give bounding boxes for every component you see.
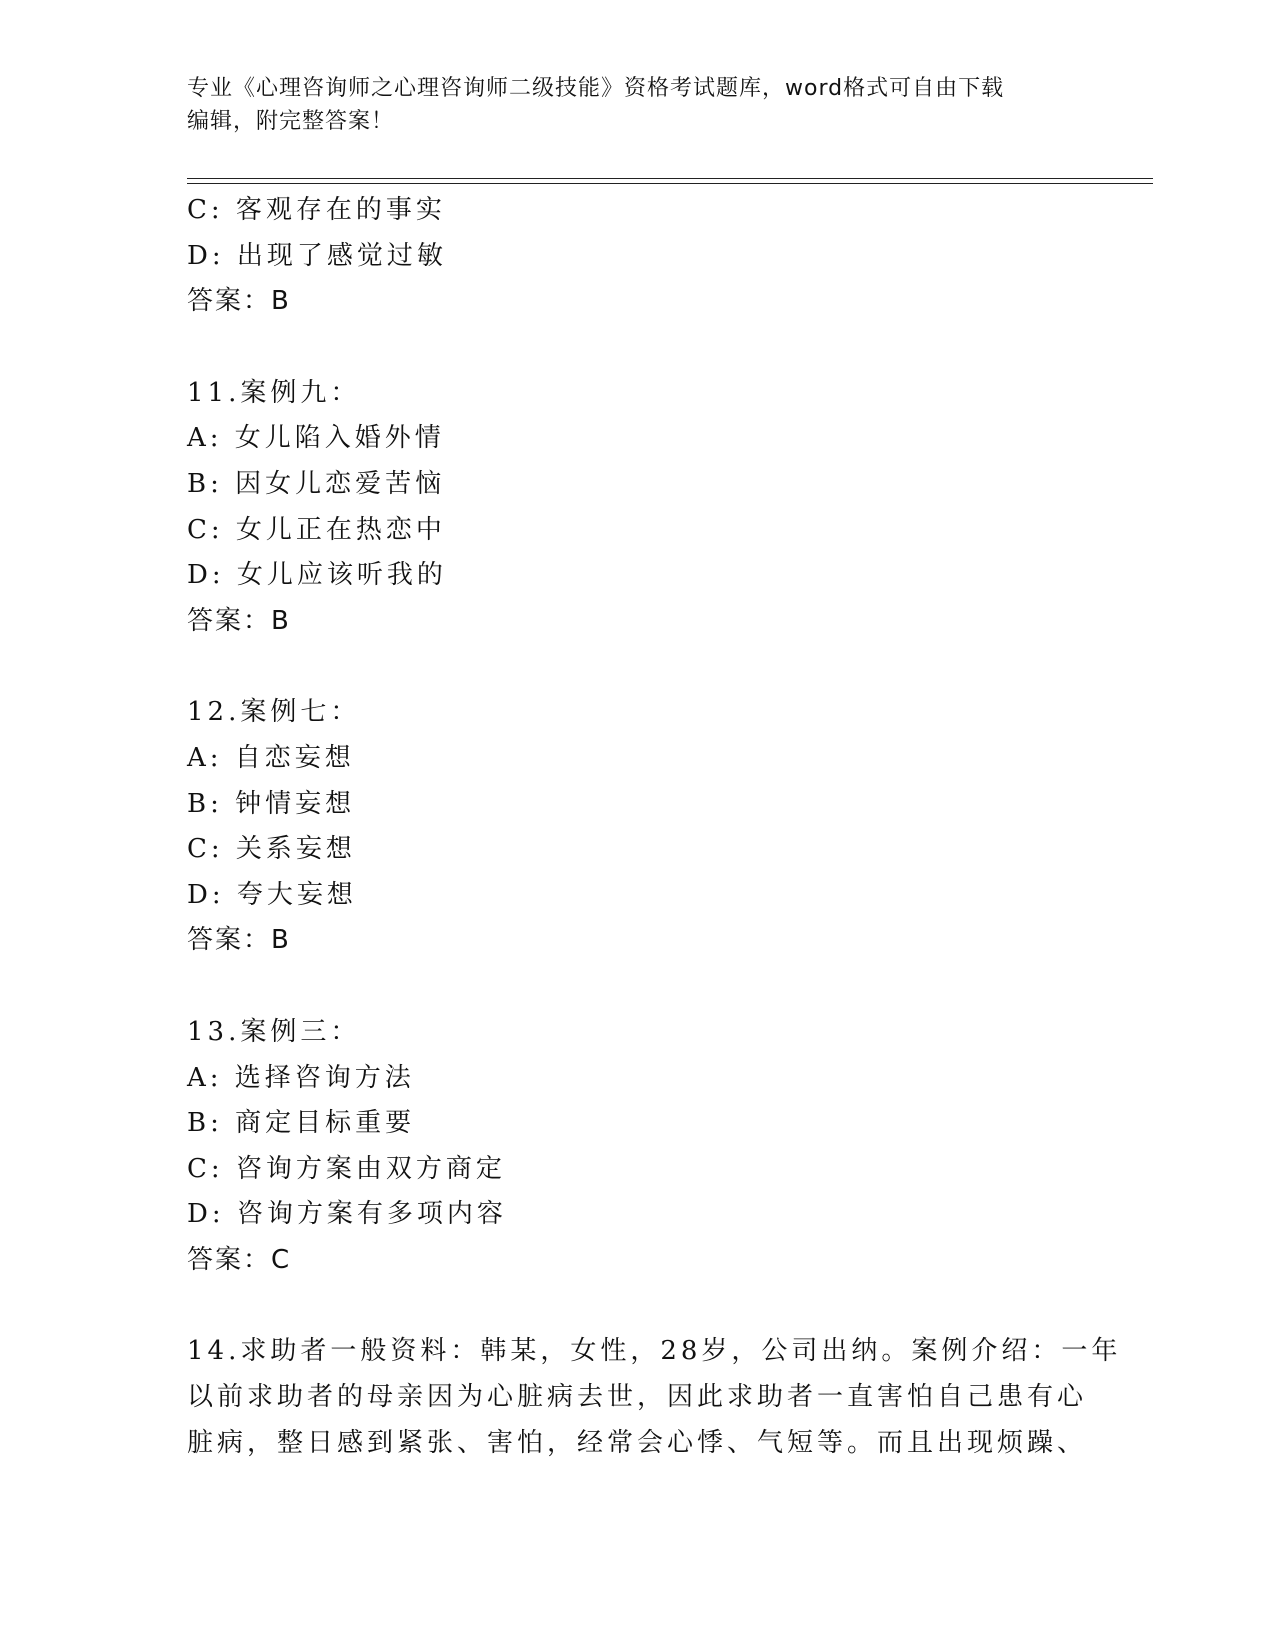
option-d: D: 女儿应该听我的 — [187, 560, 447, 591]
option-b: B: 商定目标重要 — [187, 1108, 416, 1139]
question-title: 11.案例九： — [187, 377, 361, 408]
header-line-2: 编辑，附完整答案！ — [187, 109, 395, 134]
option-b: B: 因女儿恋爱苦恼 — [187, 468, 446, 499]
question-title: 12.案例七： — [187, 697, 361, 728]
paragraph-line: 以前求助者的母亲因为心脏病去世，因此求助者一直害怕自己患有心 — [187, 1382, 1088, 1413]
answer: 答案：C — [187, 1244, 292, 1275]
header-line-1: 专业《心理咨询师之心理咨询师二级技能》资格考试题库，word格式可自由下载 — [187, 76, 1005, 101]
option-b: B: 钟情妄想 — [187, 788, 356, 819]
option-d: D: 出现了感觉过敏 — [187, 240, 447, 271]
header-divider-top — [187, 178, 1153, 179]
option-a: A: 自恋妄想 — [187, 742, 355, 773]
option-a: A: 选择咨询方法 — [187, 1062, 415, 1093]
answer: 答案：B — [187, 925, 291, 956]
option-c: C: 咨询方案由双方商定 — [187, 1153, 506, 1184]
page-header — [187, 72, 1087, 138]
paragraph-line: 14.求助者一般资料：韩某，女性，28岁，公司出纳。案例介绍：一年 — [187, 1336, 1122, 1367]
option-d: D: 夸大妄想 — [187, 879, 357, 910]
answer: 答案：B — [187, 286, 291, 317]
option-c: C: 关系妄想 — [187, 834, 356, 865]
question-14-text — [187, 1329, 1122, 1466]
question-content — [187, 188, 1122, 1466]
question-title: 13.案例三： — [187, 1016, 361, 1047]
paragraph-line: 脏病，整日感到紧张、害怕，经常会心悸、气短等。而且出现烦躁、 — [187, 1427, 1088, 1458]
header-divider-bottom — [187, 183, 1153, 184]
option-d: D: 咨询方案有多项内容 — [187, 1199, 507, 1230]
option-c: C: 女儿正在热恋中 — [187, 514, 446, 545]
option-a: A: 女儿陷入婚外情 — [187, 423, 445, 454]
option-c: C: 客观存在的事实 — [187, 195, 446, 225]
answer: 答案：B — [187, 605, 291, 636]
